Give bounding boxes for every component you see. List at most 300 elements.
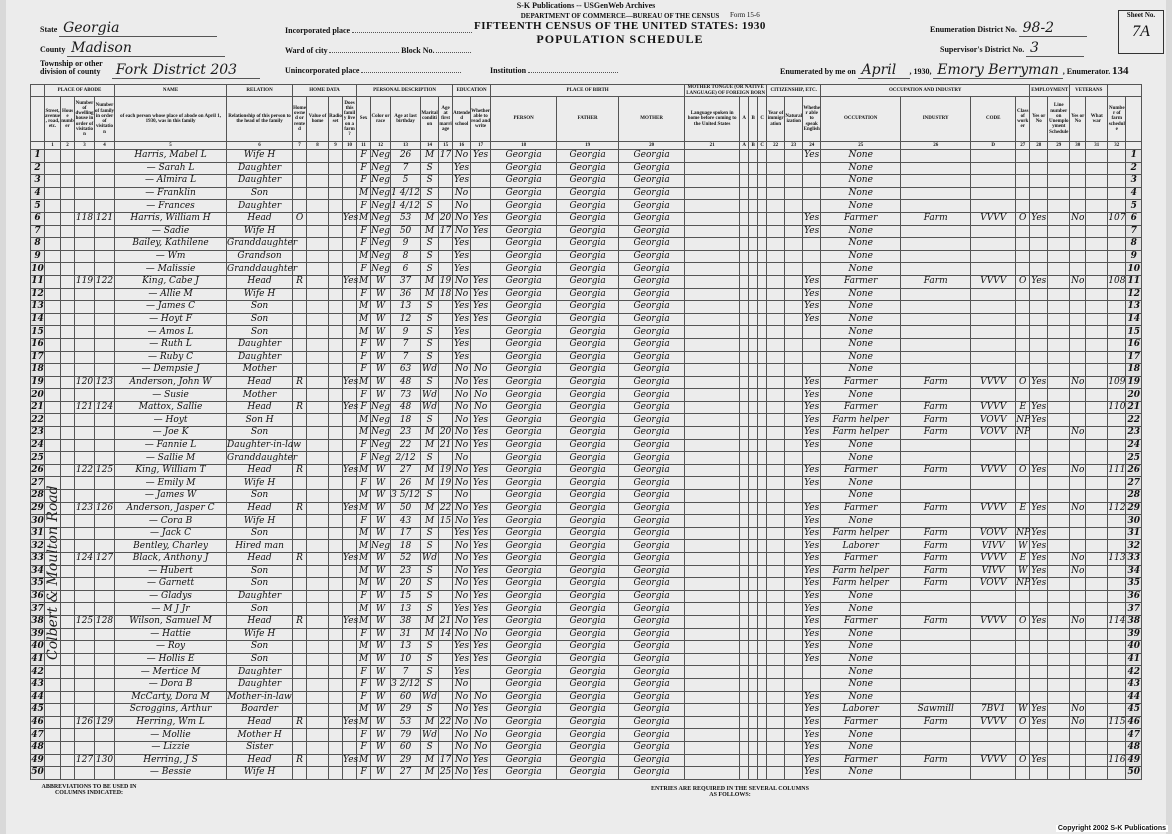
birthplace-father: Georgia xyxy=(557,150,619,163)
home-tenure xyxy=(293,678,307,691)
empty-cell xyxy=(45,691,61,704)
occupation-code: VIVV xyxy=(971,540,1016,553)
read-write: Yes xyxy=(471,565,491,578)
empty-cell xyxy=(329,515,343,528)
relationship: Daughter xyxy=(227,351,293,364)
color-race: W xyxy=(371,502,391,515)
sex: M xyxy=(357,603,371,616)
empty-cell xyxy=(329,565,343,578)
birthplace-person: Georgia xyxy=(491,439,557,452)
industry xyxy=(901,490,971,503)
attended-school: Yes xyxy=(454,326,470,337)
empty-cell xyxy=(1048,326,1070,339)
family-number xyxy=(95,225,115,238)
speaks-english: Yes xyxy=(804,578,820,589)
occupation-code xyxy=(971,389,1016,402)
table-row xyxy=(31,200,1142,213)
birthplace-person: Georgia xyxy=(491,263,557,276)
at-work: Yes xyxy=(1031,717,1047,728)
industry xyxy=(901,515,971,528)
sex: F xyxy=(357,767,371,780)
relationship: Granddaughter xyxy=(227,452,298,463)
family-number xyxy=(95,704,115,717)
table-row xyxy=(31,401,1142,414)
empty-cell xyxy=(307,338,329,351)
dwelling-number xyxy=(75,527,95,540)
occupation: None xyxy=(821,200,901,213)
read-write xyxy=(471,175,491,188)
at-work xyxy=(1030,452,1048,465)
column-group-header: PERSONAL DESCRIPTION xyxy=(357,85,453,97)
class-of-worker xyxy=(1016,187,1030,200)
class-of-worker xyxy=(1016,338,1030,351)
empty-cell xyxy=(307,401,329,414)
line-number: 46 xyxy=(1127,717,1141,728)
class-of-worker xyxy=(1016,490,1030,503)
person-name: King, William T xyxy=(115,464,227,477)
read-write: Yes xyxy=(471,225,491,238)
relationship: Head xyxy=(227,376,293,389)
attended-school: No xyxy=(453,615,471,628)
home-tenure xyxy=(293,527,307,540)
family-number xyxy=(95,628,115,641)
birthplace-mother: Georgia xyxy=(619,313,685,326)
birthplace-father: Georgia xyxy=(557,200,619,213)
attended-school: No xyxy=(453,200,471,213)
color-race: W xyxy=(371,716,391,729)
empty-cell xyxy=(758,578,767,591)
table-row xyxy=(31,464,1142,477)
veteran: No xyxy=(1071,616,1085,627)
line-number: 37 xyxy=(31,603,44,614)
line-number: 7 xyxy=(31,225,45,238)
birthplace-person: Georgia xyxy=(491,502,557,515)
veteran xyxy=(1070,389,1086,402)
at-work xyxy=(1030,590,1048,603)
sex: M xyxy=(357,653,371,666)
line-number: 45 xyxy=(1127,704,1141,715)
empty-cell xyxy=(1048,691,1070,704)
occupation-code xyxy=(971,326,1016,339)
birthplace-person: Georgia xyxy=(491,351,557,364)
table-row xyxy=(31,212,1142,225)
birthplace-mother: Georgia xyxy=(619,565,685,578)
column-number: 11 xyxy=(357,142,371,150)
read-write xyxy=(471,338,491,351)
age: 7 xyxy=(391,338,421,351)
column-header: of each person whose place of abode on April 1, 1930, was in this family xyxy=(115,97,227,142)
occupation-code xyxy=(971,225,1016,238)
industry xyxy=(901,187,971,200)
birthplace-mother: Georgia xyxy=(619,414,685,427)
attended-school: No xyxy=(453,477,471,490)
birthplace-father: Georgia xyxy=(557,666,619,679)
empty-cell xyxy=(61,716,75,729)
empty-cell xyxy=(1086,490,1108,503)
birthplace-father: Georgia xyxy=(557,389,619,402)
line-number: 39 xyxy=(31,628,44,639)
empty-cell xyxy=(758,464,767,477)
relationship: Head xyxy=(227,401,293,414)
birthplace-mother: Georgia xyxy=(619,376,685,389)
home-tenure xyxy=(293,313,307,326)
empty-cell xyxy=(1048,427,1070,440)
empty-cell xyxy=(685,641,740,654)
veteran xyxy=(1070,338,1086,351)
table-row xyxy=(31,490,1142,503)
table-row xyxy=(31,238,1142,251)
empty-cell xyxy=(749,376,758,389)
birthplace-person: Georgia xyxy=(491,741,557,754)
veteran xyxy=(1070,175,1086,188)
column-number: 5 xyxy=(115,142,227,150)
sex: M xyxy=(357,716,371,729)
empty-cell xyxy=(1086,250,1108,263)
enumerated-line: Enumerated by me on April , 1930, Emory Berryman , Enumerator. 134 xyxy=(780,62,1129,78)
birthplace-father: Georgia xyxy=(557,590,619,603)
birthplace-mother: Georgia xyxy=(619,364,685,377)
abbreviations-heading: ABBREVIATIONS TO BE USED IN COLUMNS INDICATED: xyxy=(41,784,137,796)
birthplace-mother: Georgia xyxy=(619,288,685,301)
occupation-code xyxy=(971,162,1016,175)
line-number: 50 xyxy=(31,767,44,778)
empty-cell xyxy=(61,628,75,641)
speaks-english: Yes xyxy=(804,767,820,778)
empty-cell xyxy=(740,590,749,603)
birthplace-father: Georgia xyxy=(557,351,619,364)
class-of-worker xyxy=(1016,351,1030,364)
birthplace-father: Georgia xyxy=(557,641,619,654)
class-of-worker xyxy=(1016,666,1030,679)
occupation: Farmer xyxy=(821,376,901,389)
column-group-header: RELATION xyxy=(227,85,293,97)
occupation: Farm helper xyxy=(821,527,901,540)
person-name: — Lizzie xyxy=(115,741,227,754)
speaks-english: Yes xyxy=(804,628,820,639)
speaks-english xyxy=(803,250,821,263)
speaks-english xyxy=(803,351,821,364)
form-number: Form 15-6 xyxy=(730,11,760,19)
occupation-code: VVVV xyxy=(971,376,1016,389)
at-work xyxy=(1030,666,1048,679)
empty-cell xyxy=(785,666,803,679)
empty-cell xyxy=(45,288,61,301)
birthplace-mother: Georgia xyxy=(619,200,685,213)
dwelling-number xyxy=(75,741,95,754)
farm-residence xyxy=(343,653,357,666)
empty-cell xyxy=(307,288,329,301)
marital-status: Wd xyxy=(422,553,438,564)
county-value: Madison xyxy=(67,40,225,57)
home-tenure xyxy=(293,414,307,427)
birthplace-person: Georgia xyxy=(491,767,557,780)
empty-cell xyxy=(307,301,329,314)
birthplace-father: Georgia xyxy=(557,565,619,578)
occupation: None xyxy=(821,150,901,163)
empty-cell xyxy=(740,678,749,691)
attended-school: No xyxy=(453,187,471,200)
empty-cell xyxy=(1048,704,1070,717)
dwelling-number xyxy=(75,200,95,213)
farm-schedule-number xyxy=(1108,565,1126,578)
column-group-header: HOME DATA xyxy=(293,85,357,97)
marital-status: S xyxy=(421,603,439,616)
empty-cell xyxy=(740,578,749,591)
family-number xyxy=(95,653,115,666)
empty-cell xyxy=(749,565,758,578)
color-race: Neg xyxy=(371,225,391,236)
home-tenure xyxy=(293,590,307,603)
empty-cell xyxy=(307,691,329,704)
empty-cell xyxy=(1086,565,1108,578)
line-number: 40 xyxy=(1127,641,1141,652)
table-row xyxy=(31,691,1142,704)
enumeration-date: April xyxy=(858,62,910,79)
farm-schedule-number xyxy=(1108,351,1126,364)
at-work xyxy=(1030,225,1048,238)
birthplace-mother: Georgia xyxy=(619,704,685,717)
empty-cell xyxy=(749,553,758,566)
relationship: Grandson xyxy=(227,250,293,263)
birthplace-person: Georgia xyxy=(491,313,557,326)
farm-residence: Yes xyxy=(343,616,359,627)
empty-cell xyxy=(61,540,75,553)
line-number: 8 xyxy=(31,238,45,251)
read-write: Yes xyxy=(471,590,491,603)
birthplace-person: Georgia xyxy=(491,401,557,414)
empty-cell xyxy=(685,376,740,389)
empty-cell xyxy=(685,603,740,616)
column-header: Value of home xyxy=(307,97,329,142)
color-race: Neg xyxy=(371,427,391,438)
marital-status: S xyxy=(421,313,439,326)
column-number: 1 xyxy=(45,142,61,150)
line-number: 16 xyxy=(31,339,44,350)
family-number xyxy=(95,351,115,364)
family-number xyxy=(95,175,115,188)
occupation: Farmer xyxy=(821,716,901,729)
birthplace-person: Georgia xyxy=(491,578,557,591)
table-row xyxy=(31,553,1142,566)
attended-school: Yes xyxy=(454,339,470,350)
class-of-worker xyxy=(1016,175,1030,188)
empty-cell xyxy=(61,691,75,704)
line-number: 30 xyxy=(1127,515,1141,526)
empty-cell xyxy=(1086,452,1108,465)
farm-schedule-number: 107 xyxy=(1108,213,1126,224)
empty-cell xyxy=(45,175,61,188)
at-work: Yes xyxy=(1031,754,1047,765)
age: 23 xyxy=(391,427,421,440)
empty-cell xyxy=(767,301,785,314)
class-of-worker: E xyxy=(1016,502,1030,515)
empty-cell xyxy=(685,527,740,540)
family-number xyxy=(95,540,115,553)
occupation: None xyxy=(821,653,901,666)
empty-cell xyxy=(758,200,767,213)
dwelling-number xyxy=(75,653,95,666)
column-header: CODE xyxy=(971,97,1016,142)
relationship: Son xyxy=(227,301,293,314)
age: 73 xyxy=(391,389,421,402)
farm-schedule-number xyxy=(1108,477,1126,490)
family-number xyxy=(95,288,115,301)
relationship: Head xyxy=(227,754,293,767)
birthplace-person: Georgia xyxy=(491,389,557,402)
relationship: Daughter xyxy=(227,162,293,175)
empty-cell xyxy=(307,603,329,616)
color-race: Neg xyxy=(371,452,391,463)
farm-schedule-number: 113 xyxy=(1108,553,1126,564)
empty-cell xyxy=(767,565,785,578)
birthplace-father: Georgia xyxy=(557,326,619,339)
birthplace-person: Georgia xyxy=(491,553,557,566)
empty-cell xyxy=(767,452,785,465)
relationship: Wife H xyxy=(227,515,293,528)
empty-cell xyxy=(1086,212,1108,225)
speaks-english: Yes xyxy=(804,616,820,627)
empty-cell xyxy=(740,615,749,628)
at-work xyxy=(1030,364,1048,377)
dwelling-number xyxy=(75,628,95,641)
relationship: Head xyxy=(227,502,293,515)
at-work xyxy=(1030,439,1048,452)
occupation-code: VIVV xyxy=(971,565,1016,578)
read-write: Yes xyxy=(471,464,491,477)
empty-cell xyxy=(767,615,785,628)
marital-status: S xyxy=(421,301,439,314)
read-write xyxy=(471,263,491,276)
birthplace-mother: Georgia xyxy=(619,225,685,238)
empty-cell xyxy=(685,401,740,414)
veteran: No xyxy=(1071,502,1085,513)
marital-status: S xyxy=(421,326,439,339)
empty-cell xyxy=(61,615,75,628)
industry: Farm xyxy=(901,401,971,414)
age: 22 xyxy=(391,439,421,452)
occupation-code xyxy=(971,666,1016,679)
age-at-marriage xyxy=(439,401,453,414)
farm-residence: Yes xyxy=(343,717,359,728)
color-race: W xyxy=(371,527,391,540)
color-race: W xyxy=(371,288,391,301)
birthplace-person: Georgia xyxy=(491,527,557,540)
birthplace-mother: Georgia xyxy=(619,162,685,175)
occupation: None xyxy=(821,351,901,364)
occupation: None xyxy=(821,175,901,188)
home-tenure xyxy=(293,338,307,351)
empty-cell xyxy=(767,527,785,540)
farm-schedule-number: 111 xyxy=(1108,465,1126,476)
table-row xyxy=(31,502,1142,515)
age: 79 xyxy=(391,729,421,742)
empty-cell xyxy=(329,502,343,515)
home-tenure xyxy=(293,162,307,175)
occupation: None xyxy=(821,162,901,175)
family-number xyxy=(95,313,115,326)
class-of-worker xyxy=(1016,653,1030,666)
age: 3 2/12 xyxy=(391,679,420,690)
dwelling-number xyxy=(75,263,95,276)
read-write xyxy=(471,250,491,263)
sex: M xyxy=(357,641,371,654)
veteran xyxy=(1070,666,1086,679)
column-number: 24 xyxy=(803,142,821,150)
line-number: 24 xyxy=(31,439,44,450)
attended-school: No xyxy=(453,150,471,163)
sex: F xyxy=(357,741,371,754)
column-header: Does this family live on a farm? xyxy=(343,97,357,142)
column-group-header: OCCUPATION AND INDUSTRY xyxy=(821,85,1030,97)
column-header: Marital condition xyxy=(421,97,439,142)
column-header: Number of family in order of visitation xyxy=(95,97,115,142)
at-work: Yes xyxy=(1031,276,1047,287)
occupation-code: VOVV xyxy=(971,414,1016,427)
empty-cell xyxy=(749,603,758,616)
person-name: Harris, William H xyxy=(115,212,227,225)
veteran xyxy=(1070,187,1086,200)
industry xyxy=(901,603,971,616)
age: 7 xyxy=(391,666,421,679)
table-row xyxy=(31,603,1142,616)
read-write: Yes xyxy=(471,603,491,616)
marital-status: S xyxy=(421,590,439,603)
veteran xyxy=(1070,767,1086,780)
home-tenure xyxy=(293,200,307,213)
marital-status: M xyxy=(421,427,439,440)
empty-cell xyxy=(329,238,343,251)
person-name: Wilson, Samuel M xyxy=(115,615,227,628)
birthplace-mother: Georgia xyxy=(619,263,685,276)
empty-cell xyxy=(1048,175,1070,188)
empty-cell xyxy=(785,578,803,591)
empty-cell xyxy=(758,490,767,503)
empty-cell xyxy=(1048,515,1070,528)
birthplace-person: Georgia xyxy=(491,212,557,225)
road-margin-note: Colbert & Moulton Road xyxy=(45,485,61,660)
industry xyxy=(901,691,971,704)
empty-cell xyxy=(45,187,61,200)
veteran xyxy=(1070,540,1086,553)
speaks-english: Yes xyxy=(804,389,820,400)
home-tenure xyxy=(293,767,307,780)
read-write: No xyxy=(471,364,491,377)
at-work: Yes xyxy=(1031,704,1047,715)
occupation-code: VVVV xyxy=(971,464,1016,477)
column-group-blank xyxy=(1108,85,1142,97)
empty-cell xyxy=(45,767,61,780)
veteran: No xyxy=(1071,565,1085,576)
attended-school: No xyxy=(453,678,471,691)
speaks-english: Yes xyxy=(804,515,820,526)
farm-residence xyxy=(343,678,357,691)
empty-cell xyxy=(785,439,803,452)
empty-cell xyxy=(307,578,329,591)
dwelling-number xyxy=(75,288,95,301)
empty-cell xyxy=(740,351,749,364)
empty-cell xyxy=(785,729,803,742)
farm-residence xyxy=(343,427,357,440)
birthplace-father: Georgia xyxy=(557,515,619,528)
birthplace-father: Georgia xyxy=(557,704,619,717)
class-of-worker xyxy=(1016,452,1030,465)
empty-cell xyxy=(307,212,329,225)
at-work: Yes xyxy=(1031,213,1047,224)
read-write xyxy=(471,162,491,175)
age-at-marriage xyxy=(439,729,453,742)
empty-cell xyxy=(329,439,343,452)
empty-cell xyxy=(767,263,785,276)
